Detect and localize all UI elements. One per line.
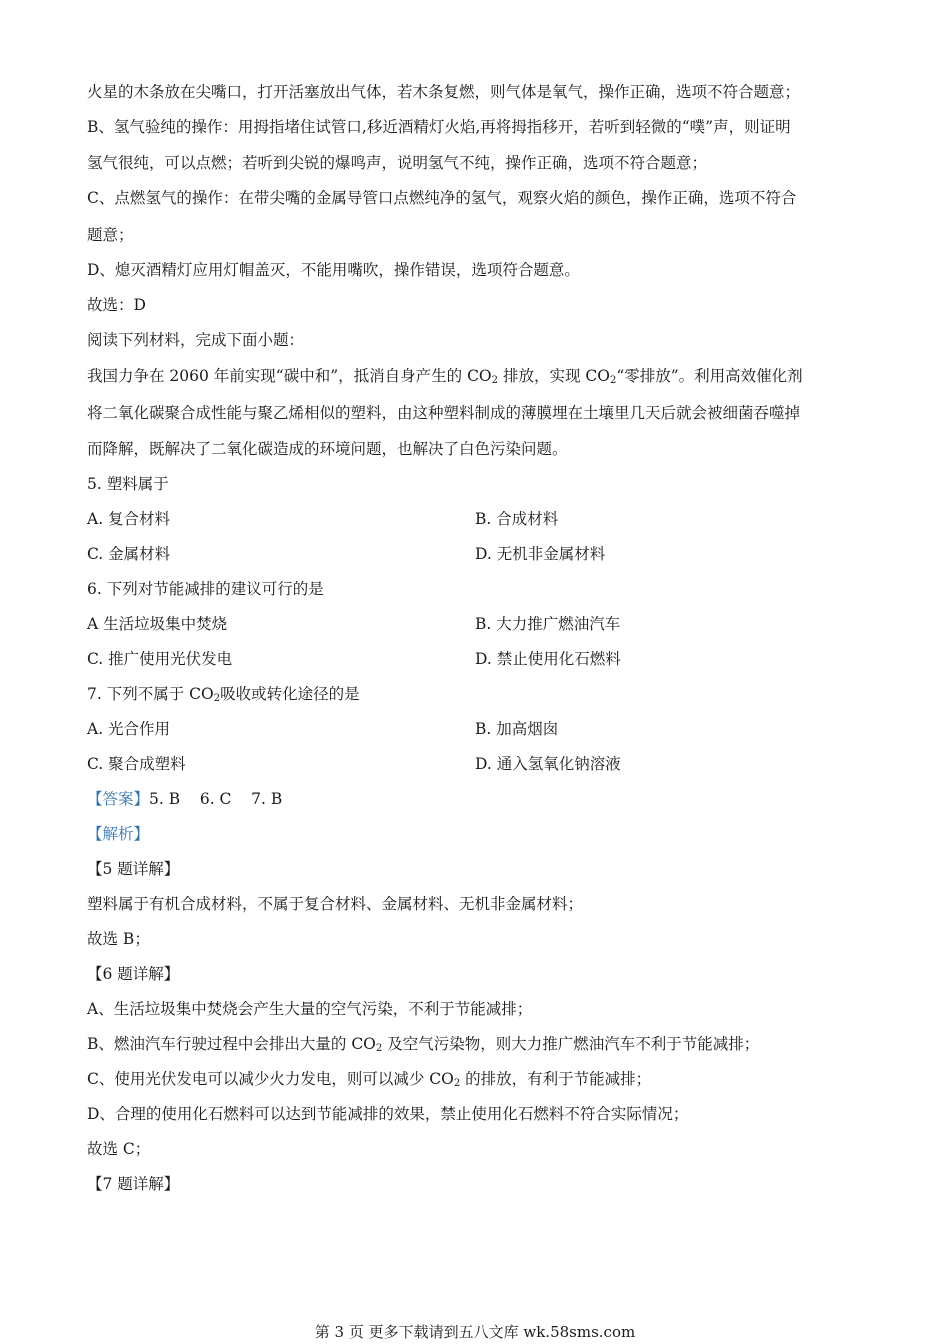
material-intro: 阅读下列材料，完成下面小题： [87,331,305,349]
prev-answer-line-1: 火星的木条放在尖嘴口，打开活塞放出气体，若木条复燃，则气体是氧气，操作正确，选项不符合题意； [87,83,801,101]
page-footer: 第 3 页 更多下载请到五八文库 wk.58sms.com [314,1323,636,1341]
analysis-tag: 【解析】 [87,825,150,843]
prev-answer-option-c-line-1: C、点燃氢气的操作：在带尖嘴的金属导管口点燃纯净的氢气，观察火焰的颜色，操作正确，选项不符合 [87,189,797,207]
prev-answer-option-c-line-2: 题意； [87,226,134,244]
material-text: 排放，实现 CO [498,367,610,385]
answer-line [87,789,877,809]
q5-option-b: B. 合成材料 [475,510,559,528]
q5-stem: 5. 塑料属于 [87,475,169,493]
q6-option-c: C. 推广使用光伏发电 [87,650,233,668]
prev-answer-option-b-line-2: 氢气很纯，可以点燃；若听到尖锐的爆鸣声，说明氢气不纯，操作正确，选项不符合题意； [87,154,708,172]
q7-option-d: D. 通入氢氧化钠溶液 [475,755,621,773]
detail-text: 的排放，有利于节能减排； [460,1070,652,1088]
subscript: 2 [609,375,617,386]
detail-6-line-2 [87,1034,877,1054]
q5-option-a: A. 复合材料 [87,510,171,528]
q7-stem [87,684,877,704]
q6-option-a: A 生活垃圾集中焚烧 [87,615,228,633]
detail-6-line-3 [87,1069,877,1089]
detail-5-line-2: 故选 B； [87,930,150,948]
q7-option-c: C. 聚合成塑料 [87,755,186,773]
q6-option-b: B. 大力推广燃油汽车 [475,615,621,633]
prev-answer-choice: 故选：D [87,296,146,314]
answer-tag: 【答案】 [87,790,150,808]
detail-6-line-1: A、生活垃圾集中焚烧会产生大量的空气污染，不利于节能减排； [87,1000,533,1018]
material-paragraph-line-1 [87,366,877,386]
subscript: 2 [213,693,221,704]
q6-option-d: D. 禁止使用化石燃料 [475,650,621,668]
subscript: 2 [375,1043,383,1054]
detail-6-line-5: 故选 C； [87,1140,151,1158]
q5-option-c: C. 金属材料 [87,545,171,563]
q7-stem-text: 7. 下列不属于 CO [87,685,214,703]
detail-6-title: 【6 题详解】 [87,965,180,983]
detail-text: 及空气污染物，则大力推广燃油汽车不利于节能减排； [382,1035,760,1053]
detail-text: B、燃油汽车行驶过程中会排出大量的 CO [87,1035,376,1053]
detail-text: C、使用光伏发电可以减少火力发电，则可以减少 CO [87,1070,454,1088]
prev-answer-option-b-line-1: B、氢气验纯的操作：用拇指堵住试管口,移近酒精灯火焰,再将拇指移开，若听到轻微的“噗”声，则证明 [87,118,791,136]
prev-answer-option-d: D、熄灭酒精灯应用灯帽盖灭，不能用嘴吹，操作错误，选项符合题意。 [87,261,580,279]
detail-5-title: 【5 题详解】 [87,860,180,878]
material-text: 我国力争在 2060 年前实现“碳中和”，抵消自身产生的 CO [87,367,492,385]
material-paragraph-line-2: 将二氧化碳聚合成性能与聚乙烯相似的塑料，由这种塑料制成的薄膜埋在土壤里几天后就会被细菌吞噬掉 [87,404,801,422]
subscript: 2 [453,1078,461,1089]
detail-5-line-1: 塑料属于有机合成材料，不属于复合材料、金属材料、无机非金属材料； [87,895,584,913]
q7-option-a: A. 光合作用 [87,720,171,738]
subscript: 2 [491,375,499,386]
q5-option-d: D. 无机非金属材料 [475,545,606,563]
q7-option-b: B. 加高烟囱 [475,720,559,738]
detail-7-title: 【7 题详解】 [87,1175,180,1193]
q6-stem: 6. 下列对节能减排的建议可行的是 [87,580,324,598]
q7-stem-text: 吸收或转化途径的是 [220,685,360,703]
material-text: “零排放”。利用高效催化剂 [616,367,803,385]
material-paragraph-line-3: 而降解，既解决了二氧化碳造成的环境问题，也解决了白色污染问题。 [87,440,568,458]
detail-6-line-4: D、合理的使用化石燃料可以达到节能减排的效果，禁止使用化石燃料不符合实际情况； [87,1105,689,1123]
answer-text: 5. B 6. C 7. B [149,790,283,808]
